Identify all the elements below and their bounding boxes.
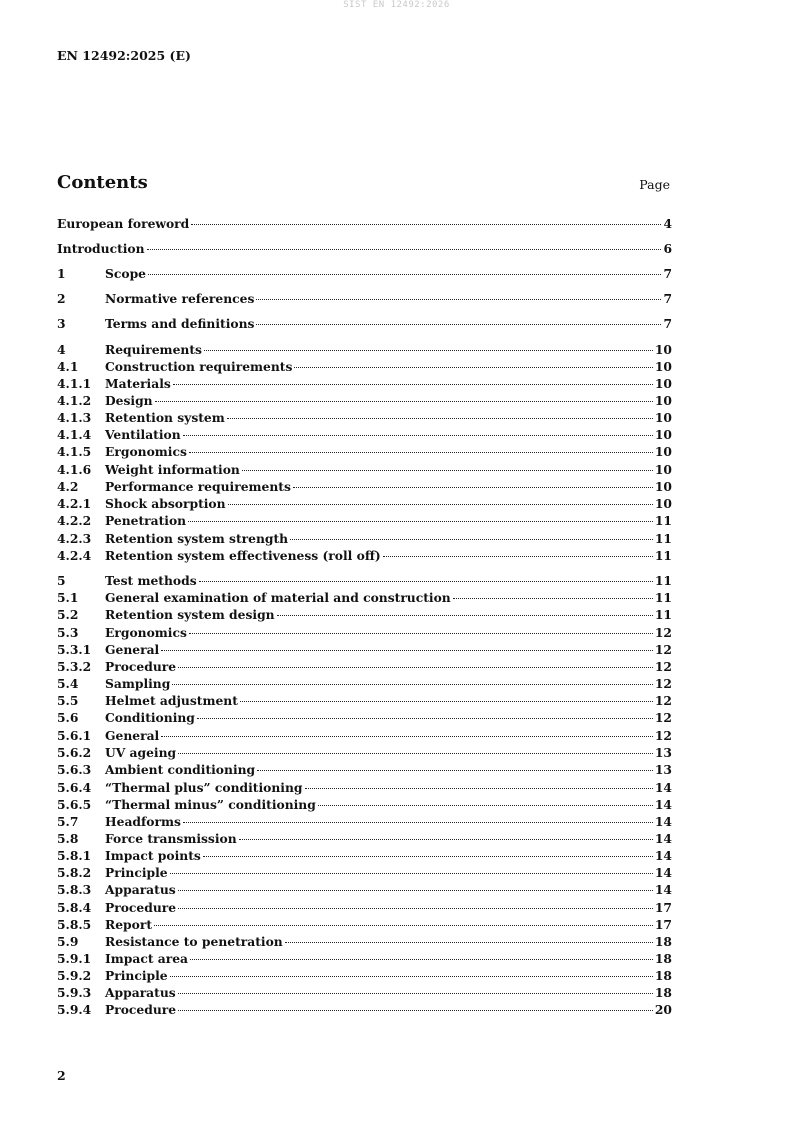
toc-entry-title: Penetration — [105, 513, 187, 528]
page-column-label: Page — [639, 177, 670, 192]
toc-entry-page: 14 — [654, 882, 672, 897]
toc-dot-leader — [188, 521, 653, 522]
toc-entry[interactable] — [57, 479, 672, 496]
toc-entry-number: 2 — [57, 291, 66, 306]
toc-entry[interactable] — [57, 814, 672, 831]
toc-entry-title: Sampling — [105, 676, 171, 691]
toc-entry[interactable] — [57, 573, 672, 590]
toc-dot-leader — [183, 435, 653, 436]
toc-entry-page: 10 — [654, 410, 672, 425]
toc-entry-title: Retention system design — [105, 607, 275, 622]
toc-dot-leader — [183, 822, 653, 823]
toc-entry-page: 7 — [663, 266, 672, 281]
toc-dot-leader — [293, 487, 653, 488]
toc-entry-title: Apparatus — [105, 882, 176, 897]
toc-entry-title: Design — [105, 393, 153, 408]
toc-entry-number: 5.9.4 — [57, 1002, 92, 1017]
toc-entry-page: 17 — [654, 917, 672, 932]
toc-entry[interactable] — [57, 951, 672, 968]
toc-dot-leader — [161, 650, 653, 651]
toc-entry-number: 5.9.3 — [57, 985, 92, 1000]
toc-entry-number: 3 — [57, 316, 66, 331]
document-id: EN 12492:2025 (E) — [57, 48, 191, 63]
toc-entry[interactable] — [57, 316, 672, 333]
toc-entry-title: Impact points — [105, 848, 201, 863]
toc-entry[interactable] — [57, 266, 672, 283]
toc-entry-number: 5.9.1 — [57, 951, 92, 966]
toc-entry-title: Headforms — [105, 814, 181, 829]
toc-entry-page: 12 — [654, 625, 672, 640]
toc-entry-title: Performance requirements — [105, 479, 291, 494]
toc-entry-page: 7 — [663, 316, 672, 331]
toc-entry[interactable] — [57, 427, 672, 444]
toc-entry[interactable] — [57, 376, 672, 393]
toc-entry-number: 5.9.2 — [57, 968, 92, 983]
toc-dot-leader — [155, 401, 653, 402]
toc-dot-leader — [170, 976, 653, 977]
toc-entry[interactable] — [57, 865, 672, 882]
toc-entry[interactable] — [57, 241, 672, 258]
toc-dot-leader — [242, 470, 653, 471]
toc-entry[interactable] — [57, 548, 672, 565]
toc-dot-leader — [277, 615, 653, 616]
toc-entry-title: Introduction — [57, 241, 145, 256]
toc-entry-page: 11 — [654, 573, 672, 588]
toc-dot-leader — [178, 667, 653, 668]
toc-entry-number: 5.8.2 — [57, 865, 92, 880]
toc-dot-leader — [290, 539, 653, 540]
toc-entry[interactable] — [57, 900, 672, 917]
toc-entry-page: 6 — [663, 241, 672, 256]
toc-entry-page: 11 — [654, 548, 672, 563]
toc-entry[interactable] — [57, 291, 672, 308]
toc-entry-number: 4.2.4 — [57, 548, 92, 563]
toc-entry-title: Scope — [105, 266, 146, 281]
toc-entry-title: Requirements — [105, 342, 202, 357]
toc-entry[interactable] — [57, 393, 672, 410]
toc-entry-title: UV ageing — [105, 745, 177, 760]
toc-entry-page: 11 — [654, 513, 672, 528]
toc-entry-title: Force transmission — [105, 831, 237, 846]
toc-dot-leader — [318, 805, 653, 806]
toc-entry[interactable] — [57, 444, 672, 461]
toc-dot-leader — [178, 753, 653, 754]
toc-entry-number: 4.1.1 — [57, 376, 92, 391]
toc-dot-leader — [178, 908, 653, 909]
toc-entry-page: 12 — [654, 659, 672, 674]
toc-entry-title: Ventilation — [105, 427, 181, 442]
toc-entry-title: Retention system strength — [105, 531, 289, 546]
toc-entry-number: 5.6.2 — [57, 745, 92, 760]
toc-entry-number: 5.3.2 — [57, 659, 92, 674]
toc-entry[interactable] — [57, 462, 672, 479]
toc-entry-page: 7 — [663, 291, 672, 306]
toc-entry-title: General — [105, 728, 160, 743]
toc-entry[interactable] — [57, 745, 672, 762]
toc-entry[interactable] — [57, 342, 672, 359]
toc-entry[interactable] — [57, 359, 672, 376]
toc-entry-page: 10 — [654, 393, 672, 408]
toc-dot-leader — [189, 633, 653, 634]
toc-entry-number: 5.7 — [57, 814, 79, 829]
toc-dot-leader — [191, 224, 661, 225]
toc-dot-leader — [161, 736, 653, 737]
toc-entry-title: Helmet adjustment — [105, 693, 238, 708]
toc-entry-page: 4 — [663, 216, 672, 231]
toc-dot-leader — [178, 993, 653, 994]
toc-entry[interactable] — [57, 693, 672, 710]
toc-entry-number: 5.2 — [57, 607, 79, 622]
toc-entry[interactable] — [57, 780, 672, 797]
toc-entry-page: 14 — [654, 814, 672, 829]
toc-entry-page: 10 — [654, 479, 672, 494]
toc-entry-number: 5.6.5 — [57, 797, 92, 812]
toc-entry-number: 5 — [57, 573, 66, 588]
toc-entry[interactable] — [57, 625, 672, 642]
toc-entry-title: Apparatus — [105, 985, 176, 1000]
toc-dot-leader — [227, 418, 653, 419]
toc-entry-page: 14 — [654, 780, 672, 795]
toc-entry-number: 4.1.6 — [57, 462, 92, 477]
toc-entry-page: 14 — [654, 797, 672, 812]
toc-entry-page: 18 — [654, 934, 672, 949]
toc-dot-leader — [172, 684, 653, 685]
toc-entry-number: 5.6.4 — [57, 780, 92, 795]
toc-entry[interactable] — [57, 985, 672, 1002]
toc-entry-page: 17 — [654, 900, 672, 915]
toc-entry-title: Normative references — [105, 291, 255, 306]
toc-entry[interactable] — [57, 934, 672, 951]
toc-entry-number: 4 — [57, 342, 66, 357]
toc-entry-title: Procedure — [105, 1002, 177, 1017]
toc-entry-number: 4.2.2 — [57, 513, 92, 528]
toc-entry[interactable] — [57, 676, 672, 693]
toc-dot-leader — [197, 718, 653, 719]
toc-entry[interactable] — [57, 968, 672, 985]
toc-entry-title: Resistance to penetration — [105, 934, 283, 949]
toc-entry[interactable] — [57, 216, 672, 233]
toc-entry-title: General examination of material and construction — [105, 590, 451, 605]
toc-entry-page: 12 — [654, 693, 672, 708]
toc-entry-title: General — [105, 642, 160, 657]
toc-entry-number: 5.8.1 — [57, 848, 92, 863]
toc-entry-page: 14 — [654, 865, 672, 880]
toc-dot-leader — [190, 959, 653, 960]
toc-entry-title: “Thermal plus” conditioning — [105, 780, 303, 795]
toc-dot-leader — [228, 504, 653, 505]
toc-entry-title: “Thermal minus” conditioning — [105, 797, 316, 812]
toc-entry-number: 5.3 — [57, 625, 79, 640]
toc-entry-page: 12 — [654, 642, 672, 657]
toc-dot-leader — [203, 856, 653, 857]
toc-entry-number: 5.8.5 — [57, 917, 92, 932]
toc-entry-number: 5.6.3 — [57, 762, 92, 777]
toc-entry-number: 4.2.1 — [57, 496, 92, 511]
toc-entry-number: 5.5 — [57, 693, 79, 708]
toc-entry-title: Weight information — [105, 462, 240, 477]
toc-entry-title: Principle — [105, 865, 168, 880]
toc-entry-page: 12 — [654, 710, 672, 725]
toc-entry[interactable] — [57, 831, 672, 848]
toc-entry-number: 4.1.3 — [57, 410, 92, 425]
toc-dot-leader — [453, 598, 653, 599]
watermark: SIST EN 12492:2026 — [343, 0, 450, 10]
toc-entry-number: 4.1.2 — [57, 393, 92, 408]
toc-entry-number: 4.2.3 — [57, 531, 92, 546]
toc-dot-leader — [173, 384, 653, 385]
toc-entry-title: Report — [105, 917, 153, 932]
toc-entry-page: 12 — [654, 676, 672, 691]
toc-entry-title: Materials — [105, 376, 171, 391]
toc-entry-page: 10 — [654, 496, 672, 511]
toc-entry-title: Shock absorption — [105, 496, 226, 511]
toc-entry[interactable] — [57, 642, 672, 659]
toc-dot-leader — [154, 925, 653, 926]
toc-entry[interactable] — [57, 728, 672, 745]
toc-entry-number: 1 — [57, 266, 66, 281]
toc-entry-number: 4.1.4 — [57, 427, 92, 442]
toc-entry[interactable] — [57, 531, 672, 548]
toc-entry-page: 10 — [654, 359, 672, 374]
toc-entry-title: Retention system effectiveness (roll off) — [105, 548, 381, 563]
toc-entry-title: Conditioning — [105, 710, 195, 725]
toc-entry-title: Principle — [105, 968, 168, 983]
toc-dot-leader — [256, 299, 661, 300]
toc-entry-number: 4.1 — [57, 359, 79, 374]
toc-dot-leader — [256, 324, 661, 325]
toc-entry-page: 18 — [654, 951, 672, 966]
toc-dot-leader — [257, 770, 653, 771]
toc-entry-title: Retention system — [105, 410, 225, 425]
toc-entry-title: Procedure — [105, 900, 177, 915]
toc-entry[interactable] — [57, 882, 672, 899]
toc-entry-page: 18 — [654, 985, 672, 1000]
toc-entry-page: 20 — [654, 1002, 672, 1017]
toc-entry-number: 5.4 — [57, 676, 79, 691]
toc-entry[interactable] — [57, 496, 672, 513]
toc-entry[interactable] — [57, 762, 672, 779]
toc-entry-number: 5.6 — [57, 710, 79, 725]
toc-entry-page: 14 — [654, 831, 672, 846]
toc-entry-title: Construction requirements — [105, 359, 293, 374]
toc-entry-page: 10 — [654, 444, 672, 459]
toc-entry-page: 10 — [654, 342, 672, 357]
toc-dot-leader — [178, 1010, 653, 1011]
toc-dot-leader — [170, 873, 653, 874]
toc-entry-page: 12 — [654, 728, 672, 743]
toc-dot-leader — [148, 274, 661, 275]
toc-dot-leader — [305, 788, 653, 789]
toc-entry[interactable] — [57, 917, 672, 934]
toc-entry-page: 10 — [654, 376, 672, 391]
toc-entry-page: 13 — [654, 762, 672, 777]
toc-entry-page: 11 — [654, 590, 672, 605]
toc-entry-title: Impact area — [105, 951, 189, 966]
toc-entry-number: 4.2 — [57, 479, 79, 494]
toc-entry-number: 5.3.1 — [57, 642, 92, 657]
toc-dot-leader — [239, 839, 653, 840]
toc-dot-leader — [178, 890, 653, 891]
page-number: 2 — [57, 1068, 66, 1083]
toc-entry[interactable] — [57, 848, 672, 865]
toc-entry[interactable] — [57, 590, 672, 607]
toc-dot-leader — [189, 452, 653, 453]
toc-entry-number: 5.8 — [57, 831, 79, 846]
toc-entry[interactable] — [57, 797, 672, 814]
toc-entry-page: 14 — [654, 848, 672, 863]
toc-entry-page: 10 — [654, 462, 672, 477]
toc-entry[interactable] — [57, 607, 672, 624]
toc-entry-number: 5.6.1 — [57, 728, 92, 743]
toc-dot-leader — [204, 350, 653, 351]
toc-entry-number: 5.8.4 — [57, 900, 92, 915]
toc-entry-page: 18 — [654, 968, 672, 983]
toc-entry-title: Ambient conditioning — [105, 762, 256, 777]
toc-entry-page: 11 — [654, 607, 672, 622]
toc-entry-page: 13 — [654, 745, 672, 760]
toc-entry-page: 10 — [654, 427, 672, 442]
toc-entry-title: Test methods — [105, 573, 197, 588]
toc-entry-title: Ergonomics — [105, 625, 187, 640]
toc-entry-page: 11 — [654, 531, 672, 546]
toc-entry[interactable] — [57, 1002, 672, 1019]
toc-dot-leader — [240, 701, 653, 702]
toc-entry-number: 5.8.3 — [57, 882, 92, 897]
toc-entry-title: Ergonomics — [105, 444, 187, 459]
toc-entry[interactable] — [57, 513, 672, 530]
toc-entry-number: 4.1.5 — [57, 444, 92, 459]
toc-entry-title: European foreword — [57, 216, 190, 231]
toc-entry-title: Terms and definitions — [105, 316, 255, 331]
toc-dot-leader — [285, 942, 653, 943]
toc-entry[interactable] — [57, 410, 672, 427]
toc-entry-number: 5.9 — [57, 934, 79, 949]
toc-dot-leader — [199, 581, 653, 582]
toc-entry-title: Procedure — [105, 659, 177, 674]
contents-title: Contents — [57, 172, 148, 193]
toc-entry-number: 5.1 — [57, 590, 79, 605]
toc-dot-leader — [383, 556, 653, 557]
toc-dot-leader — [294, 367, 652, 368]
toc-entry[interactable] — [57, 710, 672, 727]
toc-entry[interactable] — [57, 659, 672, 676]
toc-dot-leader — [147, 249, 662, 250]
